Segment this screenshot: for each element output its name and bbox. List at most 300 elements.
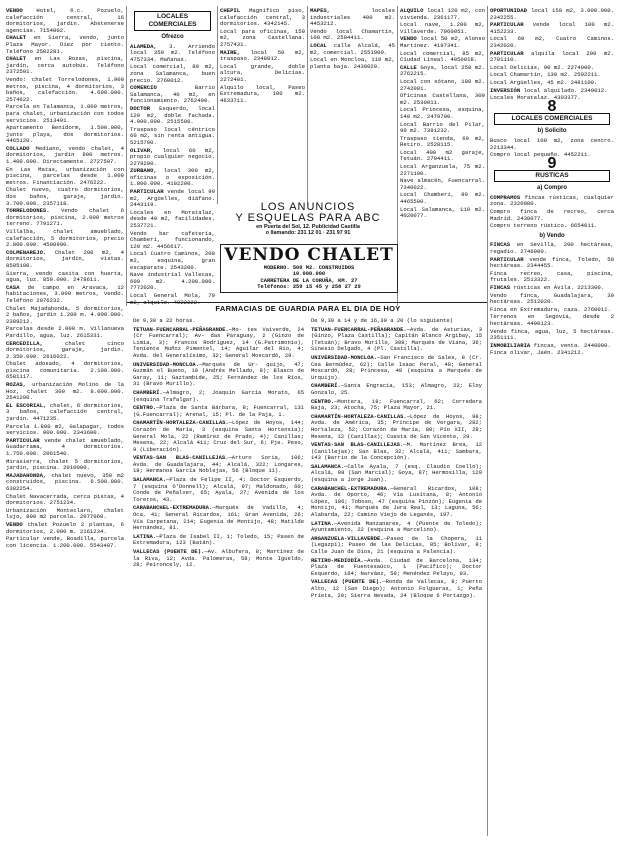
classified-ad	[6, 125, 124, 145]
pharmacy-district-entry	[311, 414, 482, 440]
classified-ad-text: Parcela en Talamanca, 1.000 metros, para chalet, urbanización con todos servicios. 2513491.	[6, 103, 124, 124]
classified-ad-text: local 50 m2, Alonso Martínez. 4197341.	[400, 35, 485, 49]
classified-ad-text: Nave almacén, Fuencarral. 7340022.	[400, 177, 485, 191]
classified-ad	[130, 44, 215, 64]
section-header-locales-comerciales-right: LOCALES COMERCIALES	[494, 113, 610, 125]
classified-ad-keyword: COLLADO	[6, 144, 30, 152]
pharmacy-district-entry	[133, 362, 304, 388]
classified-ad-text: Local con sótano, 180 m2. 2742091.	[400, 77, 485, 92]
classified-ad-text: chalet Pozuelo 2 plantas, 6 dormitorios, 2.000 m. 2161234.	[6, 520, 125, 535]
pharmacy-addresses: —Marqués de Ur- quijo, 47; Guzmán el Bueno, 10 (Andrés Mellado, 8); Blasco de Garay, 11; Gaztambide, 25; Fernández de los Ríos, 31 (Bravo Murillo).	[133, 360, 304, 388]
pharmacy-addresses: —Plaza de Isabel II, 1; Toledo, 15; Paseo de Extremadura, 123 (Batán).	[133, 532, 304, 547]
classified-ad-keyword: INVERSIÓN	[490, 86, 521, 94]
classified-ad	[400, 207, 485, 220]
classified-ad-text: Vendo bar cafetería, Chamberí, funcionando, 120 m2. 4456617.	[130, 229, 215, 250]
classified-ad-text: fincas, venta. 2440000.	[533, 341, 611, 349]
classified-ad	[220, 8, 305, 28]
classified-ad	[130, 189, 215, 209]
classified-ad-keyword: VENDO	[400, 35, 417, 43]
classified-ad	[6, 187, 124, 207]
classified-ad-text: Busco local 100 m2, zona centro. 2213344.	[490, 136, 614, 151]
column-divider	[126, 6, 127, 306]
subsection-ofrezco: Ofrezco	[161, 34, 184, 40]
classified-ad	[490, 314, 614, 327]
pharmacy-district-entry	[311, 327, 482, 353]
classified-ad-text: Oficinas Castellana, 300 m2. 2530011.	[400, 92, 485, 106]
classified-ad	[490, 65, 614, 72]
classified-ad-text: Local grande, doble altura, Delicias. 2272401.	[220, 62, 305, 83]
classified-ad-text: vende local 100 m2. 4152233.	[490, 21, 615, 35]
pharmacy-district-entry	[133, 549, 304, 569]
section-number-9: 9	[547, 154, 557, 172]
pharmacy-addresses: —Avda. Ciudad de Barcelona, 134; Plaza de Fuentesaúco, 1 (Pacífico); Doctor Esquerdo, 164; Narváez, 59; Menéndez Pelayo, 93.	[311, 556, 482, 577]
classified-ad-text: chalet, 6 dormitorios, 3 baños, calefacción central, jardín. 4471235.	[6, 401, 124, 423]
classified-ad-text: Finca olivar, Jaén. 2341212.	[490, 349, 584, 357]
classified-ad	[6, 438, 124, 458]
pharmacy-district-name: TETUAN-FUENCARRAL-PEÑAGRANDE.	[133, 325, 229, 333]
classified-ad-text: Mediano, vendo chalet, 4 dormitorios, jardín 800 metros. 1.400.000. Directamente. 2727507.	[6, 144, 124, 166]
pharmacy-district-name: CENTRO.	[133, 404, 157, 412]
classified-ad-text: Compro local pequeño. 4452211.	[490, 151, 591, 159]
pharmacy-addresses: —Avda. de Asturias, 3 (Ginzo, Plaza Castilla); Capitán Blanco Argibay, 15 (Tetuán); Bravo Murillo, 308; Marqués de Viana, 36; Sinesio Delgado, 4 (Pl. Castilla).	[311, 325, 482, 353]
classified-ad-text: Finca en Extremadura, caza. 2760011.	[490, 305, 611, 313]
classified-ad	[6, 250, 124, 270]
pharmacy-addresses: —Montera, 18; Fuencarral, 62; Corredera Baja, 23; Atocha, 75; Plaza Mayor, 21.	[311, 397, 482, 412]
pharmacy-district-name: CHAMBERÍ.	[133, 388, 163, 396]
classified-ad	[400, 65, 485, 78]
pharmacy-district-name: TETUAN-FUENCARRAL-PEÑAGRANDE.	[311, 325, 407, 333]
classified-ad-keyword: PARTICULAR	[490, 255, 524, 263]
section-header-rusticas: RUSTICAS	[494, 170, 610, 182]
classified-ad-keyword: CHEPIL	[220, 7, 241, 14]
classified-ad-text: de campo en Aravaca, 12 habitaciones, 3.000 metros, vendo. Teléfono 2076232.	[6, 283, 124, 304]
classified-ad	[490, 88, 614, 95]
classified-ad	[130, 168, 215, 188]
classified-ad-text: Local comercial, 85 m2, Ciudad Lineal. 4050018.	[400, 49, 485, 64]
classified-ad-text: en Sevilla, 200 hectáreas, regadío. 2746000.	[490, 241, 615, 256]
classified-ad-keyword: EL ESCORIAL,	[6, 401, 47, 409]
pharmacy-district-name: VENTAS-SAN BLAS-CANILLEJAS.	[311, 441, 404, 449]
classified-ad-text: Sierra, vendo casita con huerta, agua, luz. 850.000. 2478611.	[6, 269, 124, 284]
classified-ad-text: Terrenos en Segovia, desde 2 hectáreas. 4400123.	[490, 313, 614, 327]
classified-ad-text: Vendo: chalet Torrelodones, 1.900 metros, piscina, 4 dormitorios, 3 baños, calefacción. 4.600.000. 2574622.	[6, 75, 124, 103]
classified-ad-text: chalet nuevo, 350 m2 construidos, piscina. 6.500.000. 6382254.	[6, 471, 125, 492]
classified-ad	[6, 8, 124, 34]
classified-ad-keyword: MAIRE,	[220, 48, 241, 56]
subsection-vendo: b) Vendo	[539, 232, 565, 239]
pharmacy-district-entry	[133, 477, 304, 503]
classified-ad-text: local 120 m2, con vivienda. 2361177.	[400, 7, 485, 21]
farmacias-hours-left: De 9,30 a 22 horas.	[133, 317, 196, 324]
classified-ad-text: Locales Moratalaz. 4303377.	[490, 94, 581, 102]
classified-ad-keyword: ALQUILO	[400, 7, 424, 14]
classified-ad-text: Local Arganzuela, 75 m2. 2271100.	[400, 163, 485, 177]
farmacias-right-column	[311, 318, 482, 601]
classified-column-5	[400, 8, 485, 300]
classified-ad-text: Mirasierra, chalet 5 dormitorios, jardín, piscina. 2010000.	[6, 457, 124, 472]
classified-ad-text: Vendo chalet 6 dormitorios, piscina, 2.000 metros terreno. 7791271.	[6, 207, 124, 228]
classified-ad	[130, 272, 215, 292]
classified-ad-text: en Sierra, vendo, junto Plaza Mayor. Diez por ciento. Teléfono 2502281.	[6, 34, 124, 55]
classified-ad-text: vende local 90 m2, Argüelles, diáfano. 2443119.	[130, 188, 216, 209]
pharmacy-district-entry	[133, 327, 304, 360]
classified-ad	[6, 229, 124, 249]
classified-ad-text: Locales en Moratalaz, desde 40 m2, facilidades. 2537721.	[130, 208, 215, 230]
farmacias-left-column	[133, 318, 304, 571]
classified-ad	[130, 127, 215, 147]
pharmacy-district-name: UNIVERSIDAD-MONCLOA.	[133, 360, 200, 368]
classified-ad-text: Local en Moncloa, 110 m2, planta baja. 2430020.	[310, 56, 395, 70]
classified-ad	[130, 148, 215, 168]
classified-ad	[490, 80, 614, 87]
classified-ad	[490, 350, 614, 357]
classified-column-4	[310, 8, 395, 200]
classified-ad	[490, 51, 614, 64]
ad-anuncios-esquelas	[220, 202, 396, 236]
classified-ad-text: 3. Arriendo local 350 m2. Teléfono 4757334. Mañanas.	[130, 42, 215, 63]
classified-ad-text: Traspaso tienda, 60 m2, Retiro. 2520115.	[400, 134, 485, 149]
classified-ad-text: Chalet adosado, 4 dormitorios, piscina comunitaria. 2.100.000. 6581117.	[6, 360, 124, 381]
ad-anuncios-title: LOS ANUNCIOS	[260, 201, 356, 213]
classified-ad-keyword: TORRELODONES.	[6, 207, 50, 215]
ad-chalet-phone: Teléfonos: 259 15 45 y 258 27 29	[257, 284, 361, 291]
ad-chalet-title: VENDO CHALET	[224, 245, 394, 265]
classified-ad-keyword: MAPES,	[310, 7, 331, 14]
ad-anuncios-address: en Puerta del Sol, 12. Publicidad Castilla	[256, 224, 360, 230]
classified-ad-keyword: CALLE	[400, 63, 417, 71]
classified-ad-text: Alquilo local, Paseo Extremadura, 100 m2. 4633711.	[220, 83, 305, 104]
classified-ad-keyword: PARTICULAR	[130, 188, 164, 196]
classified-ad-keyword: PARTICULAR	[6, 436, 40, 444]
section-number-8: 8	[547, 97, 557, 115]
pharmacy-addresses: —Avenida Manzanares, 4 (Puente de Toledo); Ayuntamiento, 22 (esquina a Marcelino).	[311, 519, 482, 534]
classified-column-2	[130, 8, 216, 306]
classified-ad	[6, 104, 124, 124]
classified-ad	[490, 72, 614, 79]
classified-ad-text: Chalet Navacerrada, cerca pistas, 4 dormitorios. 2751234.	[6, 492, 124, 507]
classified-ad	[130, 106, 215, 126]
subsection-compro: a) Compro	[537, 185, 567, 192]
classified-ad	[400, 36, 485, 49]
pharmacy-district-entry	[133, 390, 304, 403]
pharmacy-district-entry	[311, 536, 482, 556]
classified-ad-text: Compro terreno rústico. 6654011.	[490, 222, 598, 230]
pharmacy-district-name: CHAMBERÍ.	[311, 382, 341, 390]
pharmacy-district-name: CENTRO.	[311, 397, 335, 405]
classified-ad-text: Parcela 1.800 m2, Galapagar, todos servicios. 900.000. 2343600.	[6, 422, 124, 437]
classified-ad	[490, 8, 614, 21]
ad-vendo-chalet	[220, 244, 398, 293]
classified-ad-text: Particular vende, Boadilla, parcela con licencia. 1.200.000. 5543487.	[6, 535, 124, 549]
classified-ad	[6, 494, 124, 507]
pharmacy-district-name: CARABANCHEL-EXTREMADURA.	[311, 484, 391, 492]
classified-ad-text: Local Argüelles, 45 m2. 2481100.	[490, 78, 598, 86]
farmacias-title: FARMACIAS DE GUARDIA PARA EL DIA DE HOY	[215, 304, 401, 313]
section-header-locales-comerciales: LOCALES COMERCIALES	[134, 11, 211, 31]
classified-ad	[6, 403, 124, 423]
classified-ad-text: Urbanización Monteclaro, chalet lujo, 800 m2 parcela. 2077060.	[6, 506, 124, 521]
pharmacy-district-entry	[311, 383, 482, 396]
pharmacy-district-name: CARABANCHEL-EXTREMADURA.	[133, 504, 213, 512]
classified-ad-text: calle Alcalá, 45 m2, comercial. 2551900.	[310, 41, 396, 56]
classified-ad-keyword: COMERCIO	[130, 84, 157, 92]
classified-ad	[6, 146, 124, 166]
pharmacy-district-name: SALAMANCA.	[311, 462, 345, 470]
farmacias-hours-right: De 9,30 a 14 y de 16,30 a 20 (lo siguiente)	[311, 317, 453, 324]
classified-ad	[220, 64, 305, 84]
pharmacy-addresses: —San Francisco de Sales, 8 (Cr. Cea Bermúdez, 62); Calle Isaac Peral, 40; General Moscardó, 28; Princesa, 48 (esquina a Marqués de Urquijo).	[311, 353, 482, 381]
classified-ad	[6, 167, 124, 187]
classified-ad-keyword: INMOBILIARIA	[490, 341, 531, 349]
pharmacy-addresses: —General Ricardos, 108; Avda. de Oporto, 46; Vía Lusitana, 8; Antonio López, 186; Toboso, 47 (esquina Pinzón); Eugenia de Montijo, 41; Marqués de Jura Real, 13; Laguna, 56; Alabarda, 22; Camino Viejo de Leganés, 197.	[311, 484, 482, 519]
classified-ad	[490, 209, 614, 222]
classified-ad-keyword: MAJADAHONDA,	[6, 471, 47, 479]
pharmacy-district-entry	[311, 399, 482, 412]
classified-ad	[220, 50, 305, 63]
ad-chalet-address: CARRETERA DE LA CORUÑA, KM. 27	[260, 277, 358, 284]
classified-ad	[400, 107, 485, 120]
classified-ad-text: Local Salamanca, 110 m2. 4020077.	[400, 205, 485, 220]
classified-ad	[130, 231, 215, 251]
classified-ad-keyword: ZURBANO,	[130, 167, 157, 175]
classified-ad-text: Local 60 m2, Cuatro Caminos. 2342020.	[490, 35, 614, 49]
classified-ad	[310, 29, 395, 42]
classified-ad	[400, 164, 485, 177]
classified-ad-keyword: LOCAL	[310, 41, 327, 49]
classified-ad-text: Parcelas desde 2.000 m. Villanueva Pardillo, agua, luz. 2615331.	[6, 325, 124, 339]
pharmacy-district-name: CHAMARTÍN-HORTALEZA-CANILLAS.	[133, 419, 229, 427]
pharmacy-district-entry	[133, 534, 304, 547]
pharmacy-district-entry	[311, 558, 482, 578]
classified-ad	[6, 536, 124, 549]
classified-ad	[400, 150, 485, 163]
classified-ad-text: Local General Mola, 70 m2, alquilo. 4022222.	[130, 291, 215, 306]
pharmacy-district-name: VALLECAS (PUENTE DE).	[311, 578, 383, 586]
pharmacy-district-entry	[311, 355, 482, 381]
classified-ad	[310, 57, 395, 70]
ad-anuncios-subtitle: Y ESQUELAS PARA ABC	[235, 212, 381, 224]
farmacias-de-guardia	[133, 304, 483, 834]
classified-ad-keyword: PARTICULAR	[490, 49, 524, 57]
classified-ad-keyword: CHALET	[6, 34, 27, 42]
pharmacy-district-name: VALLECAS (PUENTE DE).	[133, 548, 205, 555]
pharmacy-addresses: —Ronda de Vallecas, 8; Puerto Alto, 12 (San Diego); Antonio Folgueras, 1; Peña Prieta, 20; Sierra Nevada, 24 (Bloque 6 Portazgo).	[311, 578, 483, 599]
pharmacy-district-entry	[133, 455, 304, 475]
classified-ad-text: vende chalet amueblado, Guadarrama, 4 dormitorios. 1.750.000. 2061540.	[6, 436, 124, 457]
classified-ad	[6, 326, 124, 339]
classified-ad-text: fincas rústicas, cualquier zona. 2320080.	[490, 193, 614, 208]
classified-ad-text: vende finca, Toledo, 50 hectáreas. 2344455.	[490, 255, 614, 270]
classified-ad	[490, 257, 614, 270]
classified-ad-text: Local Cuatro Caminos, 200 m2, esquina, gran escaparate. 2543200.	[130, 250, 215, 271]
classified-ad-text: Villalba, chalet amueblado, calefacción, 5 dormitorios, precio 2.800.000. 4500990.	[6, 228, 124, 249]
pharmacy-district-entry	[311, 442, 482, 462]
pharmacy-district-name: LATINA.	[311, 519, 335, 527]
classified-ad	[490, 223, 614, 230]
classified-ad-text: Barrio Salamanca, 40 m2, en funcionamiento. 2762400.	[130, 84, 215, 105]
classified-ad	[400, 136, 485, 149]
classified-ad	[400, 79, 485, 92]
classified-ad-keyword: DOCTOR	[130, 104, 151, 112]
pharmacy-district-entry	[133, 420, 304, 453]
classified-ad	[220, 29, 305, 49]
classified-ad	[6, 56, 124, 76]
classified-ad	[490, 343, 614, 350]
classified-column-1	[6, 8, 124, 838]
pharmacy-district-name: RETIRO-MEDIODÍA.	[311, 556, 364, 564]
pharmacy-addresses: —Paseo de la Chopera, 11 (Legazpi); Paseo de las Delicias, 85; Bolívar, 8; Calle Juan de Dios, 21 (esquina a Palencia).	[311, 534, 482, 555]
classified-ad	[490, 271, 614, 284]
classified-ad	[400, 122, 485, 135]
classified-ad-keyword: FINCAS	[490, 284, 511, 291]
classified-ad-text: chalet cinco dormitorios, garaje, jardín. 2.350.000. 2616022.	[6, 339, 124, 360]
subsection-solicito: b) Solicito	[537, 128, 567, 135]
classified-ad-text: Chalet 200 m2, 4 dormitorios, jardín, vistas. 8505100.	[6, 248, 124, 269]
classified-ad-text: Esquerdo, local 120 m2, doble fachada. 4.000.000. 2515500.	[130, 104, 215, 126]
classified-ad-text: Chalet nuevo, cuatro dormitorios, dos baños, garaje, jardín. 3.700.000. 2357118.	[6, 186, 124, 207]
classified-ad	[6, 271, 124, 284]
classified-ad-text: Goya, local 250 m2. 2762215.	[400, 63, 485, 78]
classified-ad-keyword: CHALET	[6, 55, 27, 63]
classified-column-3	[220, 8, 305, 200]
classified-ad	[6, 35, 124, 55]
classified-ad-text: Local Princesa, esquina, 140 m2. 2479700.	[400, 106, 485, 120]
classified-ad	[400, 93, 485, 106]
classified-ad-text: En Las Matas, urbanización con piscina, parcelas desde 1.000 metros. Financiación. 2476222.	[6, 165, 124, 186]
classified-ad-text: local 300 m2, oficinas o exposición. 1.800.000. 4192200.	[130, 167, 216, 188]
classified-ad	[6, 341, 124, 361]
classified-ad-text: Compro finca de recreo, cerca Madrid. 2430077.	[490, 208, 614, 222]
classified-ad	[130, 210, 215, 230]
pharmacy-district-name: ARGANZUELA-VILLAVERDE.	[311, 534, 384, 542]
classified-ad	[130, 64, 215, 84]
classified-ad-keyword: CERCEDILLA,	[6, 339, 43, 347]
pharmacy-addresses: —Av. Albufera, 8; Martínez de la Riva, 12; Avda. Palomeras, 58; Monte Igueldo, 28; Peironcely, 12.	[133, 548, 305, 569]
classified-ad	[6, 508, 124, 521]
classified-ad	[130, 251, 215, 271]
classified-ad-keyword: VENDO	[6, 520, 23, 528]
classified-ad-text: Apartamento Benidorm, 1.500.000, junto playa, dos dormitorios. 4465120.	[6, 124, 124, 145]
classified-ad	[400, 178, 485, 191]
classified-ad	[6, 77, 124, 103]
classified-ad-keyword: ALAMEDA,	[130, 42, 157, 50]
classified-ad-text: Local nave, 1.200 m2, Villaverde. 7960051.	[400, 21, 485, 35]
classified-ad-keyword: PARTICULAR	[490, 21, 524, 29]
classified-ad-text: Nave industrial Vallecas, 600 m2. 4.200.000. 7772020.	[130, 271, 215, 292]
classified-ad	[400, 22, 485, 35]
classified-ad	[490, 138, 614, 151]
classified-ad-keyword: OLIVAR,	[130, 146, 154, 154]
classified-ad-text: alquila local 200 m2. 2791110.	[490, 49, 614, 64]
column-divider	[217, 6, 218, 204]
ad-anuncios-phone: o llamando: 231 12 01 · 231 97 91	[265, 230, 351, 236]
classified-ad-keyword: COLMENAREJO.	[6, 248, 47, 256]
pharmacy-district-entry	[311, 464, 482, 484]
classified-ad	[490, 285, 614, 292]
pharmacy-addresses: —Almagro, 2; Joaquín García Morato, 65 (esquina Trafalgar).	[133, 388, 304, 403]
classified-ad	[6, 522, 124, 535]
pharmacy-addresses: —M. Martínez Brea, 12 (Canillejas); San Blas, 32; Alcalá, 411; Sambara, 143 (Barrio de la Concepción).	[311, 441, 482, 462]
classified-ad-text: Local comercial, 80 m2, zona Salamanca, buen precio. 2760012.	[130, 63, 215, 84]
classified-ad-text: Vendo finca, agua, luz, 5 hectáreas. 2351111.	[490, 327, 614, 342]
classified-ad-keyword: ROZAS,	[6, 381, 27, 389]
pharmacy-addresses: —Mo- tes Vaiverde, 24 (Cr Fuencarral); Av- das Paraguay, 2 (Ginzo de Limia, 3); Francos Rodríguez, 14 (G.Patrimonio), Teniente Muñoz Pimentel, 14; Aguilar del Río, 4; Avda. del Generalísimo, 32; General Moscardó, 29.	[133, 325, 304, 359]
classified-ad	[400, 8, 485, 21]
pharmacy-addresses: —Calle Ayala, 7 (esq. Claudio Coello); Alcalá, 98 (San Marcial); Goya, 87; Hermosilla, 129 (esquina a Jorge Juan).	[311, 462, 482, 484]
classified-ad-text: local 50 m2, traspaso. 2348812.	[220, 48, 305, 63]
classified-ad-keyword: VENDO	[6, 7, 23, 14]
pharmacy-addresses: —Marqués de Vadillo, 4; Oca, 41; General Ricardos, 161; Gran Avenida, 26; Vía Carpetana, 214; Eugenia de Montijo, 48; Matilde Hernández, 81.	[133, 504, 304, 532]
classified-ad-text: Chalet Majadahonda, 5 dormitorios, 2 baños, jardín 1.200 m. 4.900.000. 2389212.	[6, 304, 124, 325]
classified-ad	[490, 36, 614, 49]
classified-ad	[220, 85, 305, 105]
classified-ad	[310, 43, 395, 56]
classified-ad	[490, 293, 614, 306]
classified-column-6	[490, 8, 614, 838]
pharmacy-district-entry	[311, 486, 482, 519]
classified-ad-text: Local Delicias, 90 m2. 2274000.	[490, 63, 595, 71]
classified-ad	[490, 195, 614, 208]
pharmacy-district-entry	[133, 505, 304, 531]
classified-ad	[6, 361, 124, 381]
classified-ad	[130, 85, 215, 105]
classified-ad-text: Traspaso local céntrico 60 m2, sin renta antigua. 5215700.	[130, 125, 215, 146]
classified-ad	[6, 285, 124, 305]
classified-ad-keyword: FINCAS	[490, 241, 511, 249]
classified-ad-text: Vendo local Chamartín, 100 m2. 2594411.	[310, 27, 395, 42]
classified-ad-keyword: CASA	[6, 283, 20, 291]
pharmacy-district-name: VENTAS-SAN BLAS-CANILLEJAS.	[133, 454, 229, 462]
classified-ad-text: local 150 m2, 3.000.000. 2342255.	[490, 7, 614, 21]
classified-ad-text: Finca recreo, casa, piscina, frutales. 2513322.	[490, 269, 614, 284]
classified-ad-text: Local 400 m2 garaje, Tetuán. 2794411.	[400, 148, 485, 163]
classified-ad	[6, 459, 124, 472]
pharmacy-addresses: —Arturo Soria, 106; Avda. de Guadalajara, 44; Alcalá, 322; Longares, 18; Hermanos García Noblejas, 56 (Bloque 11).	[133, 454, 304, 475]
classified-ad-text: locales industriales 400 m2. 4453212.	[310, 7, 395, 28]
column-divider	[307, 6, 308, 204]
classified-ad	[490, 329, 614, 342]
pharmacy-district-entry	[311, 579, 482, 599]
classified-ad	[6, 473, 124, 493]
pharmacy-district-name: SALAMANCA.	[133, 476, 167, 484]
column-divider	[487, 6, 488, 836]
classified-ad-text: Local Barrio del Pilar, 90 m2. 7391232.	[400, 120, 485, 135]
classified-ad-keyword: OPORTUNIDAD	[490, 7, 527, 14]
classified-ad	[6, 306, 124, 326]
classified-ad-text: local 60 m2, propio cualquier negocio. 2279200.	[130, 146, 215, 167]
ad-chalet-line1: MODERNO. 500 M2. CONSTRUIDOS	[263, 265, 355, 271]
pharmacy-addresses: —López de Hoyos, 144; Corazón de María, 3 (esquina Santa Hortensia); General Mola, 22 (Ramírez de Prado, 4); Canillas; Mesena, 22; Alcalá 411; Cruz del Sur, 6; Pje. Peso, 9 (Liberación).	[133, 419, 304, 453]
classified-ad	[490, 242, 614, 255]
classified-ad-text: Local Chamartín, 130 m2. 2592211.	[490, 71, 601, 79]
pharmacy-district-entry	[133, 405, 304, 418]
classified-ad-text: Local para oficinas, 150 m2, zona Castellana. 2757431.	[220, 27, 305, 48]
ad-chalet-price: 10.000.000	[292, 271, 326, 278]
classified-ad	[6, 208, 124, 228]
pharmacy-addresses: —Plaza de Santa Bárbara, 8; Fuencarral, 131 (G.Fuencarral); Arenal, 15; Pl. de la Paja, 1.	[133, 404, 304, 418]
classified-ad	[6, 382, 124, 402]
classified-ad-text: en Las Rozas, piscina, jardín, cerca autobús. Teléfono 2372501.	[6, 55, 124, 76]
classified-ad	[490, 22, 614, 35]
classified-ad-keyword: COMPRAMOS	[490, 193, 521, 201]
pharmacy-addresses: —López de Hoyos, 98; Avda. de América, 35; Príncipe de Vergara, 282; Hortaleza, 52; Corazón de María, 80; Pío XII, 28; Mesena, 12 (Canillas); Cuesta de San Vicente, 29.	[311, 412, 482, 440]
pharmacy-district-name: UNIVERSIDAD-MONCLOA.	[311, 353, 378, 361]
pharmacy-district-name: LATINA.	[133, 532, 157, 540]
pharmacy-addresses: —Santa Engracia, 153; Almagro, 22; Eloy Gonzalo, 25.	[311, 382, 482, 396]
classified-ad-text: rústicas en Ávila. 2213300.	[513, 284, 605, 291]
classified-ad	[400, 192, 485, 205]
pharmacy-addresses: —Plaza de Felipe II, 4; Doctor Esquerdo, 7 (esquina O'Donnell); Alcalá, 97; Maldonado, 60; Conde de Peñalver, 65; Ayala, 27; Avenida de los Toreros, 43.	[133, 476, 304, 503]
